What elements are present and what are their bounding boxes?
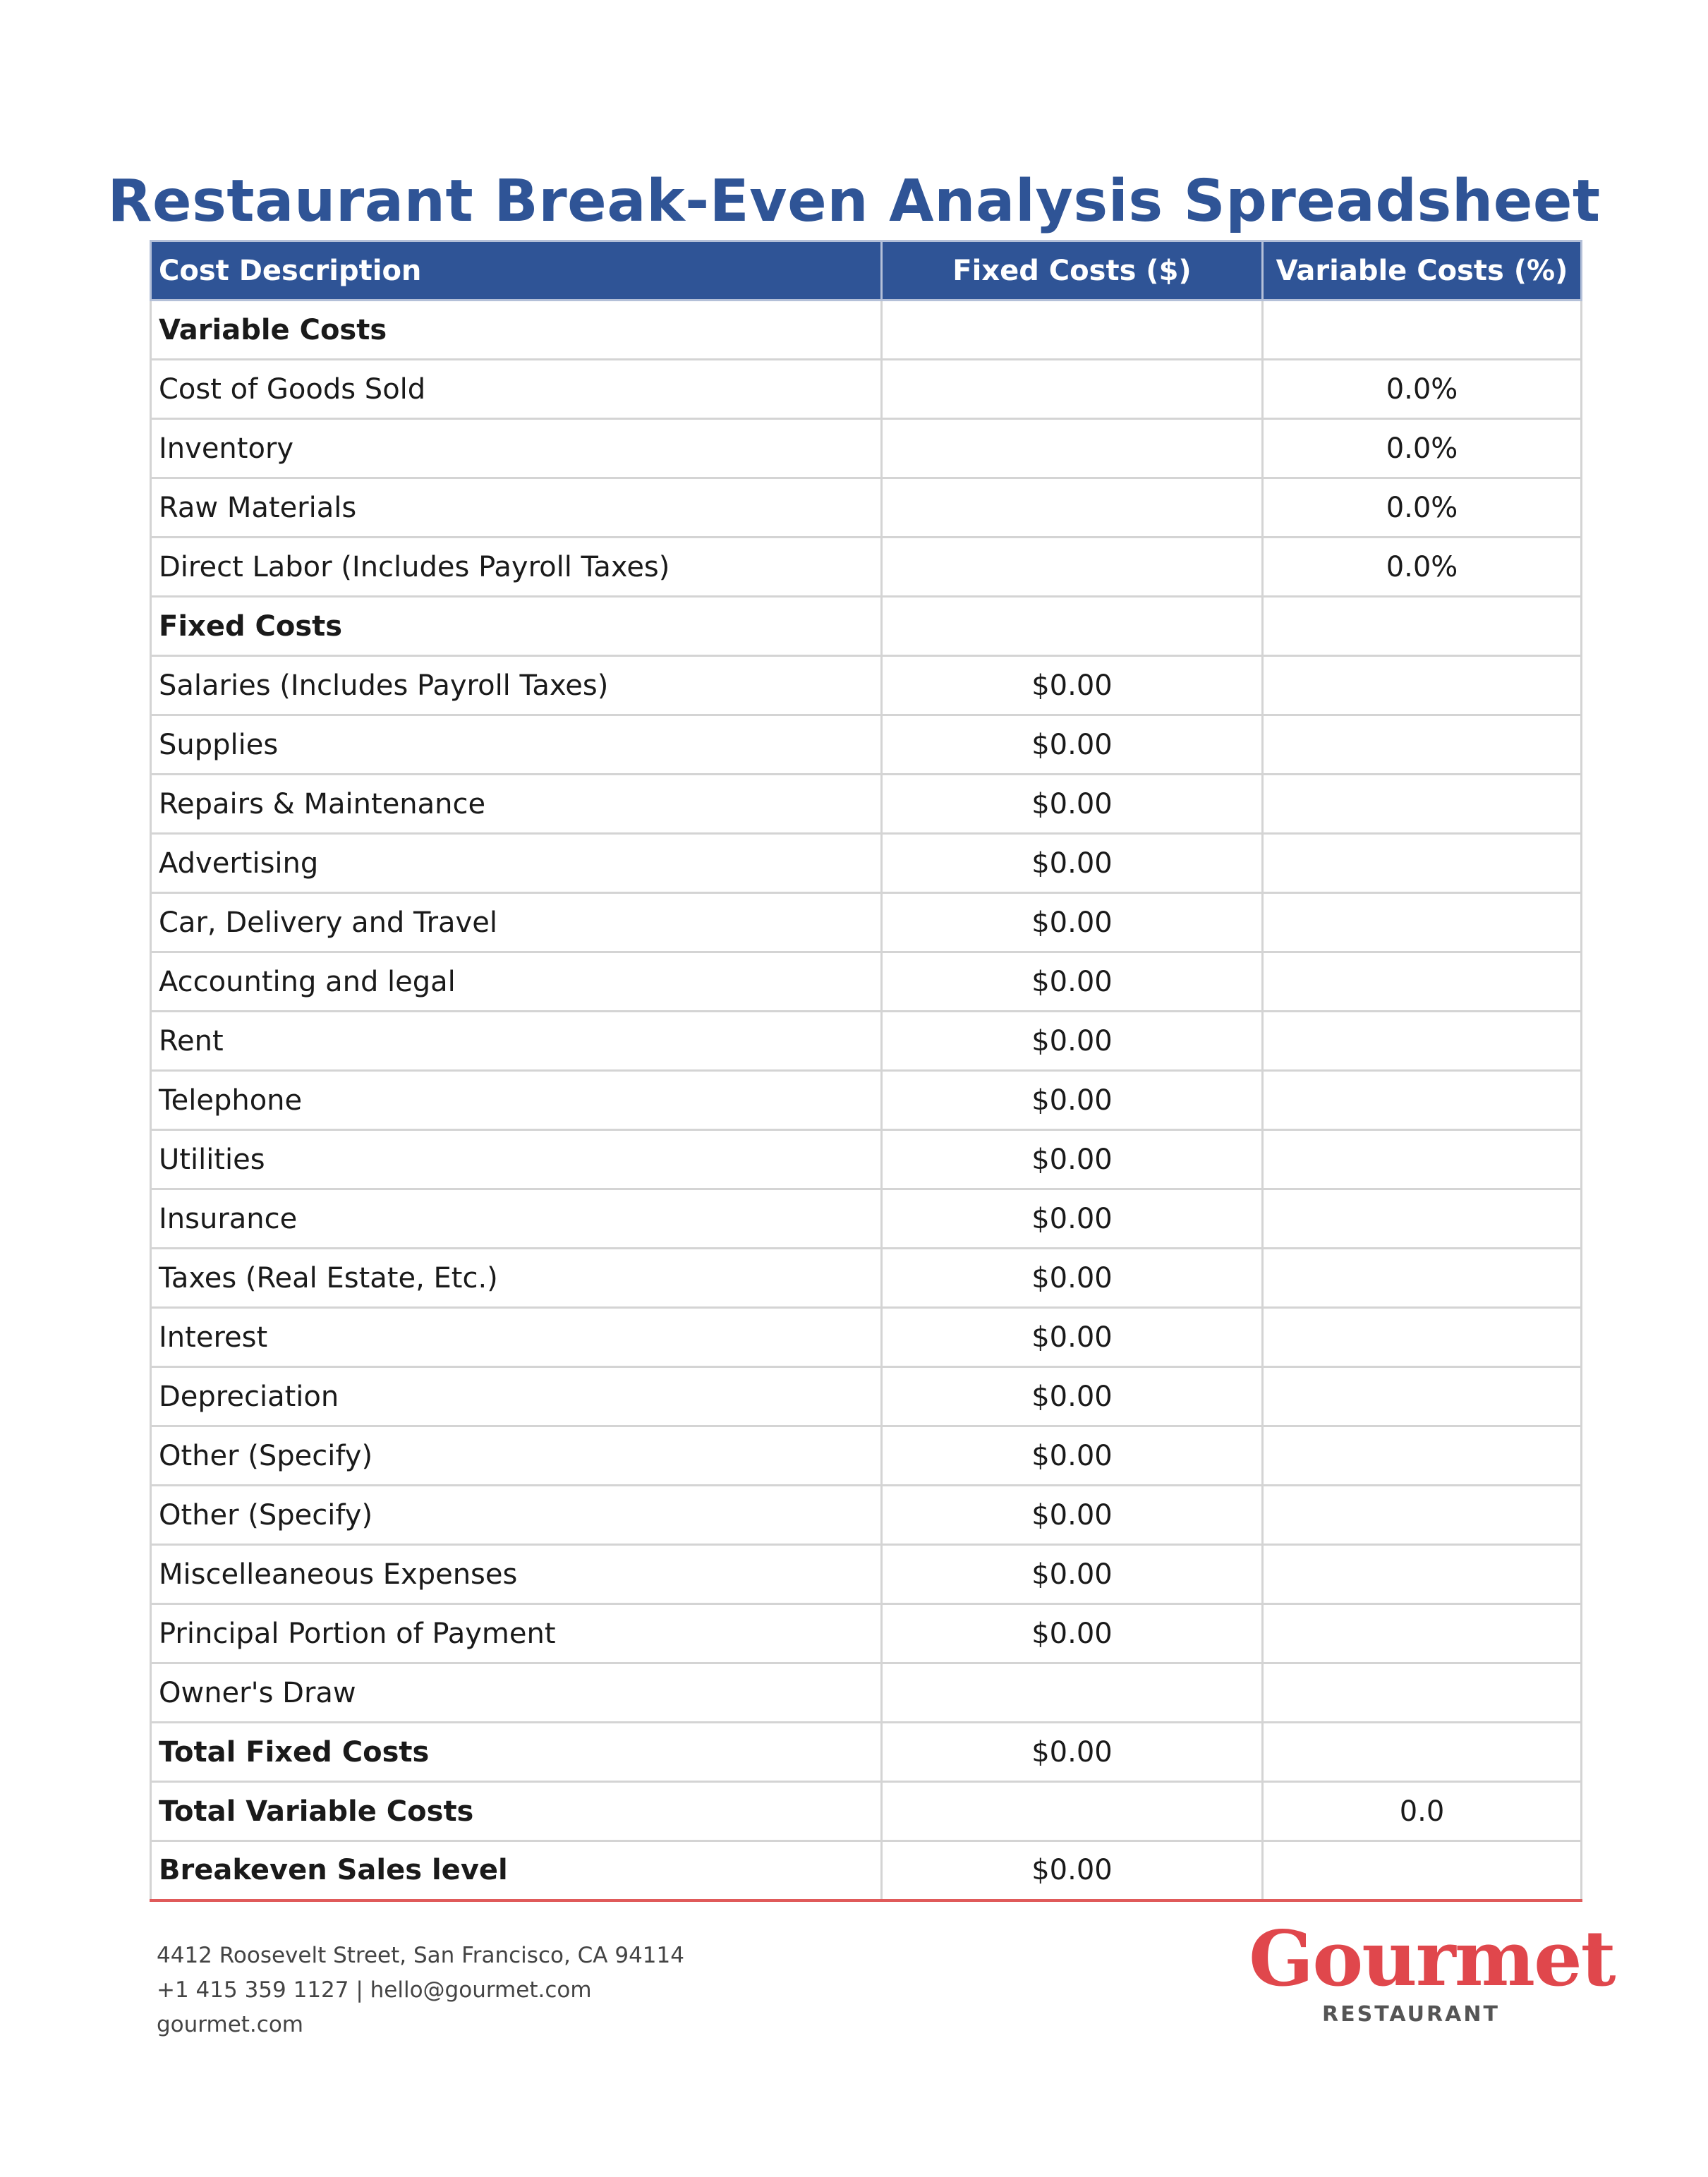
variable-cost-cell[interactable] (1263, 1071, 1582, 1130)
variable-cost-cell[interactable] (1263, 1249, 1582, 1308)
footer-address: 4412 Roosevelt Street, San Francisco, CA 94114 (157, 1943, 684, 1968)
table-row (151, 360, 1582, 419)
variable-cost-cell[interactable] (1263, 1723, 1582, 1782)
variable-cost-cell[interactable] (1263, 597, 1582, 656)
fixed-cost-cell[interactable]: $0.00 (882, 1012, 1263, 1071)
variable-cost-cell[interactable] (1263, 1841, 1582, 1900)
table-row (151, 419, 1582, 478)
cost-description-cell[interactable]: Other (Specify) (151, 1486, 882, 1545)
cost-description-cell[interactable]: Telephone (151, 1071, 882, 1130)
table-row (151, 1841, 1582, 1900)
header-cost-description: Cost Description (151, 241, 882, 301)
table-row (151, 893, 1582, 952)
fixed-cost-cell[interactable] (882, 1663, 1263, 1723)
page-title: Restaurant Break-Even Analysis Spreadsheet (107, 168, 1601, 235)
fixed-cost-cell[interactable] (882, 419, 1263, 478)
variable-cost-cell[interactable]: 0.0 (1263, 1782, 1582, 1841)
table-row (151, 1071, 1582, 1130)
variable-cost-cell[interactable] (1263, 834, 1582, 893)
logo-subtitle: RESTAURANT (1322, 2002, 1500, 2027)
header-variable-costs: Variable Costs (%) (1263, 241, 1582, 301)
variable-cost-cell[interactable] (1263, 715, 1582, 775)
cost-description-cell[interactable]: Variable Costs (151, 301, 882, 360)
variable-cost-cell[interactable] (1263, 1189, 1582, 1249)
fixed-cost-cell[interactable]: $0.00 (882, 1426, 1263, 1486)
cost-description-cell[interactable]: Owner's Draw (151, 1663, 882, 1723)
fixed-cost-cell[interactable]: $0.00 (882, 1545, 1263, 1604)
variable-cost-cell[interactable] (1263, 1545, 1582, 1604)
cost-description-cell[interactable]: Depreciation (151, 1367, 882, 1426)
fixed-cost-cell[interactable]: $0.00 (882, 834, 1263, 893)
table-row (151, 1663, 1582, 1723)
break-even-table (150, 240, 1582, 1902)
table-row (151, 715, 1582, 775)
table-row (151, 1426, 1582, 1486)
variable-cost-cell[interactable] (1263, 893, 1582, 952)
fixed-cost-cell[interactable] (882, 478, 1263, 538)
footer-website: gourmet.com (157, 2012, 303, 2037)
table-row (151, 775, 1582, 834)
fixed-cost-cell[interactable]: $0.00 (882, 893, 1263, 952)
header-fixed-costs: Fixed Costs ($) (882, 241, 1263, 301)
variable-cost-cell[interactable] (1263, 1367, 1582, 1426)
fixed-cost-cell[interactable]: $0.00 (882, 1189, 1263, 1249)
variable-cost-cell[interactable] (1263, 656, 1582, 715)
table-row (151, 1189, 1582, 1249)
fixed-cost-cell[interactable]: $0.00 (882, 1723, 1263, 1782)
cost-description-cell[interactable]: Inventory (151, 419, 882, 478)
cost-description-cell[interactable]: Taxes (Real Estate, Etc.) (151, 1249, 882, 1308)
cost-description-cell[interactable]: Total Fixed Costs (151, 1723, 882, 1782)
gourmet-logo (1249, 1915, 1615, 2027)
header-row (151, 241, 1582, 301)
table-row (151, 1012, 1582, 1071)
cost-description-cell[interactable]: Car, Delivery and Travel (151, 893, 882, 952)
table-row (151, 1367, 1582, 1426)
variable-cost-cell[interactable]: 0.0% (1263, 360, 1582, 419)
fixed-cost-cell[interactable]: $0.00 (882, 1071, 1263, 1130)
cost-description-cell[interactable]: Rent (151, 1012, 882, 1071)
cost-description-cell[interactable]: Insurance (151, 1189, 882, 1249)
table-row (151, 952, 1582, 1012)
fixed-cost-cell[interactable] (882, 301, 1263, 360)
fixed-cost-cell[interactable] (882, 538, 1263, 597)
variable-cost-cell[interactable] (1263, 1663, 1582, 1723)
fixed-cost-cell[interactable]: $0.00 (882, 1841, 1263, 1900)
variable-cost-cell[interactable]: 0.0% (1263, 419, 1582, 478)
cost-description-cell[interactable]: Accounting and legal (151, 952, 882, 1012)
fixed-cost-cell[interactable]: $0.00 (882, 1308, 1263, 1367)
table-row (151, 1486, 1582, 1545)
table-row (151, 597, 1582, 656)
cost-description-cell[interactable]: Salaries (Includes Payroll Taxes) (151, 656, 882, 715)
fixed-cost-cell[interactable]: $0.00 (882, 1486, 1263, 1545)
contact-footer (157, 1939, 684, 2042)
cost-description-cell[interactable]: Other (Specify) (151, 1426, 882, 1486)
fixed-cost-cell[interactable] (882, 1782, 1263, 1841)
cost-description-cell[interactable]: Total Variable Costs (151, 1782, 882, 1841)
variable-cost-cell[interactable] (1263, 301, 1582, 360)
table-row (151, 538, 1582, 597)
fixed-cost-cell[interactable]: $0.00 (882, 1604, 1263, 1663)
table-row (151, 1604, 1582, 1663)
variable-cost-cell[interactable]: 0.0% (1263, 538, 1582, 597)
variable-cost-cell[interactable] (1263, 775, 1582, 834)
fixed-cost-cell[interactable]: $0.00 (882, 1249, 1263, 1308)
cost-description-cell[interactable]: Supplies (151, 715, 882, 775)
table-row (151, 1545, 1582, 1604)
table-row (151, 1308, 1582, 1367)
logo-name: Gourmet (1249, 1915, 1615, 2003)
fixed-cost-cell[interactable]: $0.00 (882, 1130, 1263, 1189)
cost-description-cell[interactable]: Direct Labor (Includes Payroll Taxes) (151, 538, 882, 597)
variable-cost-cell[interactable] (1263, 1426, 1582, 1486)
cost-description-cell[interactable]: Fixed Costs (151, 597, 882, 656)
fixed-cost-cell[interactable]: $0.00 (882, 775, 1263, 834)
fixed-cost-cell[interactable]: $0.00 (882, 1367, 1263, 1426)
fixed-cost-cell[interactable] (882, 360, 1263, 419)
cost-description-cell[interactable]: Advertising (151, 834, 882, 893)
cost-description-cell[interactable]: Miscelleaneous Expenses (151, 1545, 882, 1604)
cost-description-cell[interactable]: Cost of Goods Sold (151, 360, 882, 419)
footer-contact: +1 415 359 1127 | hello@gourmet.com (157, 1977, 592, 2003)
fixed-cost-cell[interactable] (882, 597, 1263, 656)
table-row (151, 301, 1582, 360)
table-row (151, 1723, 1582, 1782)
cost-description-cell[interactable]: Principal Portion of Payment (151, 1604, 882, 1663)
variable-cost-cell[interactable]: 0.0% (1263, 478, 1582, 538)
variable-cost-cell[interactable] (1263, 952, 1582, 1012)
cost-description-cell[interactable]: Utilities (151, 1130, 882, 1189)
cost-description-cell[interactable]: Repairs & Maintenance (151, 775, 882, 834)
cost-description-cell[interactable]: Raw Materials (151, 478, 882, 538)
table-row (151, 656, 1582, 715)
table-row (151, 1130, 1582, 1189)
variable-cost-cell[interactable] (1263, 1130, 1582, 1189)
variable-cost-cell[interactable] (1263, 1604, 1582, 1663)
table-row (151, 478, 1582, 538)
cost-description-cell[interactable]: Breakeven Sales level (151, 1841, 882, 1900)
fixed-cost-cell[interactable]: $0.00 (882, 952, 1263, 1012)
variable-cost-cell[interactable] (1263, 1308, 1582, 1367)
fixed-cost-cell[interactable]: $0.00 (882, 715, 1263, 775)
variable-cost-cell[interactable] (1263, 1486, 1582, 1545)
fixed-cost-cell[interactable]: $0.00 (882, 656, 1263, 715)
table-row (151, 1782, 1582, 1841)
cost-description-cell[interactable]: Interest (151, 1308, 882, 1367)
table-row (151, 834, 1582, 893)
variable-cost-cell[interactable] (1263, 1012, 1582, 1071)
table-row (151, 1249, 1582, 1308)
